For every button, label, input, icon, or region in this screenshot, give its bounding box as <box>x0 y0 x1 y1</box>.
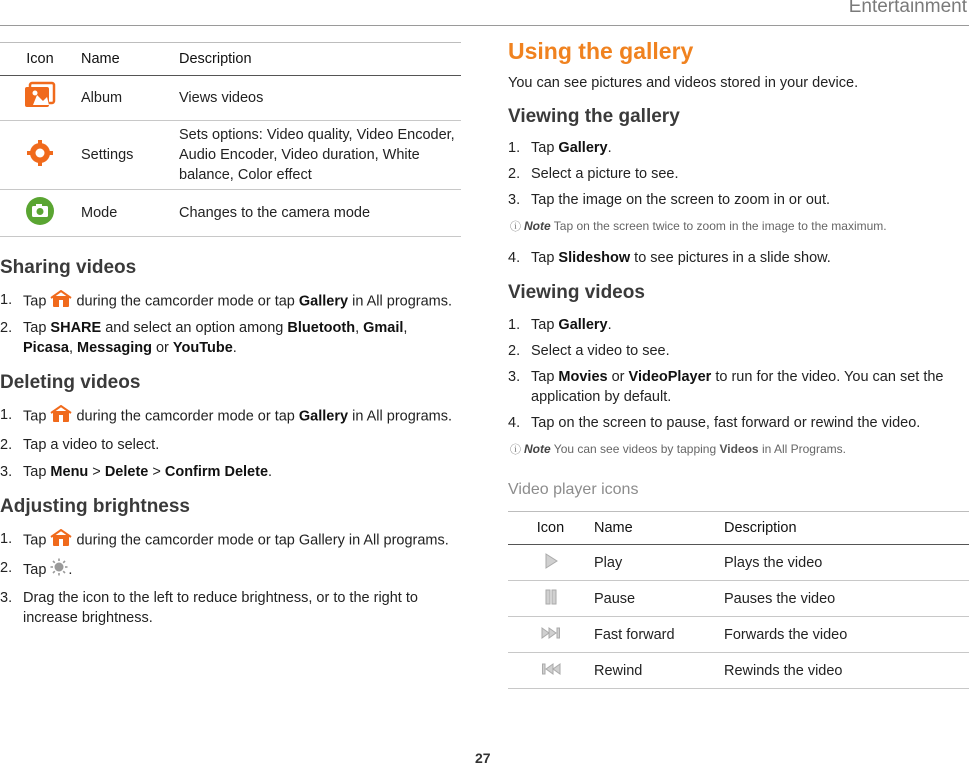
col-header-name: Name <box>81 51 120 67</box>
row-description: Pauses the video <box>724 590 836 607</box>
table-row <box>0 190 461 237</box>
rewind-icon <box>540 661 562 681</box>
row-description: Plays the video <box>724 554 823 571</box>
row-description: Rewinds the video <box>724 662 843 679</box>
col-header-name: Name <box>594 520 633 536</box>
table-row <box>508 653 969 689</box>
row-description: Views videos <box>179 90 264 106</box>
section-title: Entertainment <box>848 0 967 17</box>
deleting-steps <box>0 405 461 482</box>
section-heading: Adjusting brightness <box>0 496 190 517</box>
page-title: Using the gallery <box>508 38 694 64</box>
note-icon: ⓘ <box>510 221 521 233</box>
list-item: 3. Drag the icon to the left to reduce brightness, or to the right to increase brightness. <box>0 590 418 626</box>
table-row <box>508 581 969 617</box>
list-item: 2. Tap a video to select. <box>0 437 160 453</box>
list-item: 2. Select a video to see. <box>508 343 670 359</box>
home-icon <box>50 405 72 428</box>
settings-gear-icon <box>26 139 54 171</box>
col-header-description: Description <box>724 520 797 536</box>
table-row <box>0 76 461 121</box>
section-heading: Deleting videos <box>0 372 141 393</box>
row-name: Pause <box>594 590 636 607</box>
table-row <box>508 545 969 581</box>
home-icon <box>50 529 72 552</box>
fast-forward-icon <box>540 625 562 645</box>
table-row <box>508 617 969 653</box>
note-icon: ⓘ <box>510 444 521 456</box>
header-divider <box>0 25 969 26</box>
section-heading: Viewing the gallery <box>508 106 680 127</box>
list-item: 4. Tap on the screen to pause, fast forward or rewind the video. <box>508 415 921 431</box>
video-steps <box>508 315 969 433</box>
list-item: 1. Tap during the camcorder mode or tap Gallery in All programs. <box>0 529 461 552</box>
row-name: Mode <box>81 205 118 221</box>
subsection-title: Video player icons <box>508 481 639 498</box>
home-icon <box>50 290 72 313</box>
list-item: 2. Select a picture to see. <box>508 166 679 182</box>
album-icon <box>23 81 57 115</box>
play-icon <box>543 552 559 574</box>
row-name: Rewind <box>594 662 643 679</box>
row-description: Forwards the video <box>724 626 848 643</box>
list-item: 1. Tap Gallery. <box>508 140 612 156</box>
list-item: 3. Tap Menu > Delete > Confirm Delete. <box>0 464 273 480</box>
note: ⓘ Note Tap on the screen twice to zoom in the image to the maximum. <box>510 219 887 233</box>
intro-text: You can see pictures and videos stored in your device. <box>508 75 859 91</box>
list-item: 4. Tap Slideshow to see pictures in a slide show. <box>508 250 831 266</box>
list-item: 1. Tap Gallery. <box>508 317 612 333</box>
video-player-icons-table <box>508 511 969 689</box>
list-item: 1. Tap during the camcorder mode or tap Gallery in All programs. <box>0 290 461 313</box>
list-item: 3. Tap the image on the screen to zoom in or out. <box>508 192 831 208</box>
list-item: 3. Tap Movies or VideoPlayer to run for the video. You can set the application by default. <box>508 369 944 405</box>
gallery-steps-continued <box>508 248 969 268</box>
table-row <box>0 121 461 190</box>
pause-icon <box>543 588 559 610</box>
left-column <box>0 42 461 628</box>
camcorder-icons-table <box>0 42 461 237</box>
col-header-description: Description <box>179 51 252 67</box>
list-item: 2. Tap . <box>0 558 461 582</box>
row-description: Changes to the camera mode <box>179 205 371 221</box>
sharing-steps <box>0 290 461 358</box>
page-number: 27 <box>475 750 491 766</box>
camera-mode-icon <box>25 196 55 230</box>
table-header-row <box>508 512 969 545</box>
list-item: 1. Tap during the camcorder mode or tap Gallery in All programs. <box>0 405 461 428</box>
brightness-icon <box>50 558 68 582</box>
note: ⓘ Note You can see videos by tapping Videos in All Programs. <box>510 442 846 456</box>
right-column <box>508 38 969 689</box>
col-header-icon: Icon <box>536 520 565 536</box>
row-name: Play <box>594 554 623 571</box>
row-name: Album <box>81 90 123 106</box>
row-name: Fast forward <box>594 626 675 643</box>
row-name: Settings <box>81 147 134 163</box>
row-description: Sets options: Video quality, Video Encoder, Audio Encoder, Video duration, White balance, Color effect <box>179 127 455 183</box>
list-item: 2. Tap SHARE and select an option among Bluetooth, Gmail, Picasa, Messaging or YouTube. <box>0 320 408 356</box>
col-header-icon: Icon <box>26 51 54 67</box>
section-heading: Viewing videos <box>508 282 645 303</box>
table-header-row <box>0 43 461 76</box>
section-heading: Sharing videos <box>0 257 137 278</box>
gallery-steps <box>508 138 969 210</box>
brightness-steps <box>0 529 461 628</box>
